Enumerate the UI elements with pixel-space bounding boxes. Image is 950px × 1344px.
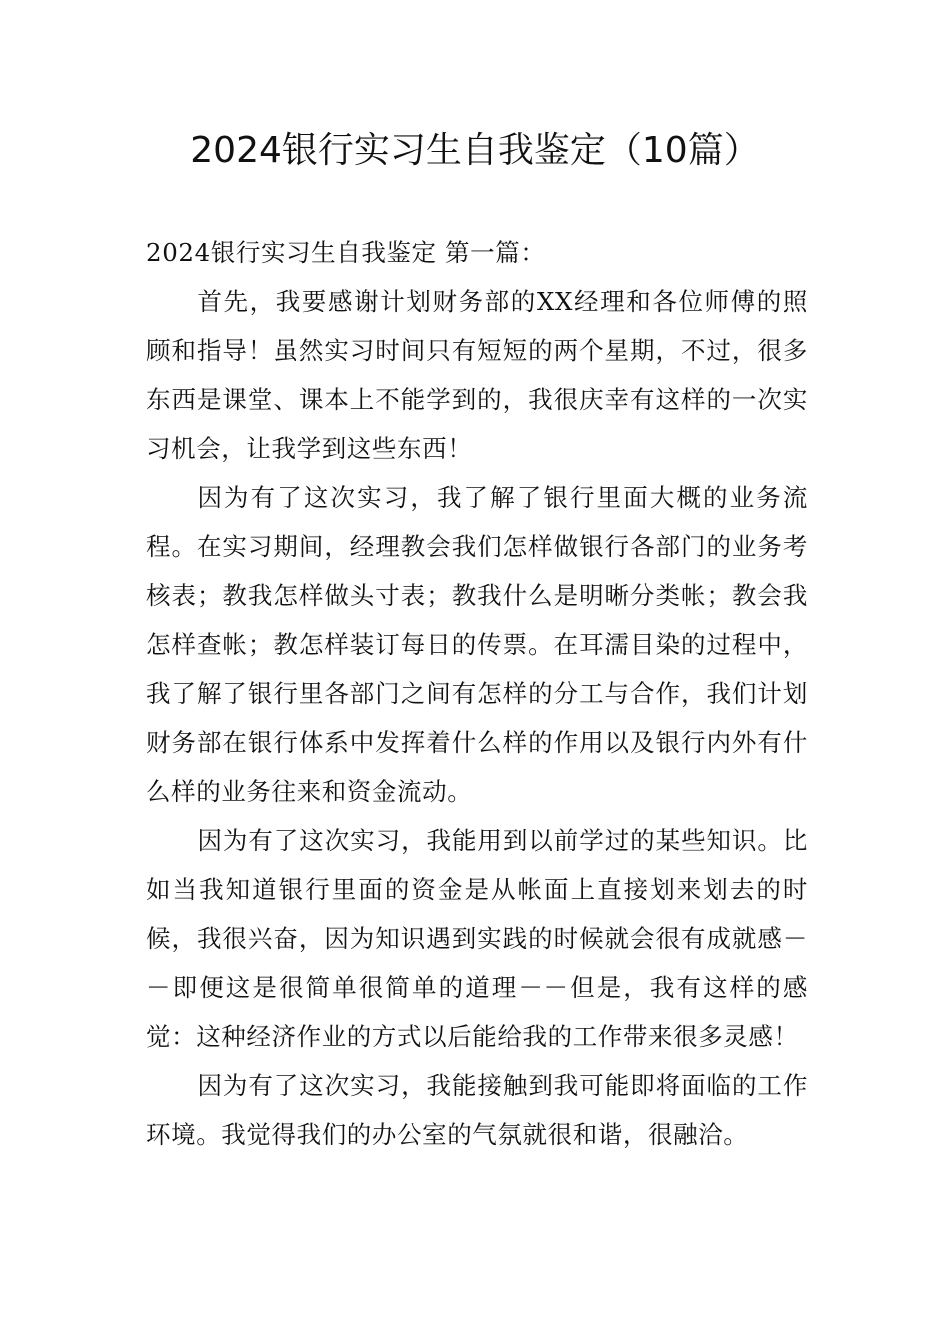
- paragraph-3: 因为有了这次实习，我能用到以前学过的某些知识。比如当我知道银行里面的资金是从帐面上直接划来划去的时候，我很兴奋，因为知识遇到实践的时候就会很有成就感－－即便这是很简单很简单的道理－－但是，我有这样的感觉：这种经济作业的方式以后能给我的工作带来很多灵感！: [146, 826, 808, 1051]
- section-heading: 2024银行实习生自我鉴定 第一篇：: [146, 238, 546, 267]
- document-body: [146, 228, 808, 1159]
- paragraph-1: 首先，我要感谢计划财务部的XX经理和各位师傅的照顾和指导！虽然实习时间只有短短的两个星期，不过，很多东西是课堂、课本上不能学到的，我很庆幸有这样的一次实习机会，让我学到这些东西！: [146, 287, 808, 463]
- paragraph-2: 因为有了这次实习，我了解了银行里面大概的业务流程。在实习期间，经理教会我们怎样做银行各部门的业务考核表；教我怎样做头寸表；教我什么是明晰分类帐；教会我怎样查帐；教怎样装订每日的传票。在耳濡目染的过程中，我了解了银行里各部门之间有怎样的分工与合作，我们计划财务部在银行体系中发挥着什么样的作用以及银行内外有什么样的业务往来和资金流动。: [146, 483, 808, 806]
- document-title: 2024银行实习生自我鉴定（10篇）: [190, 130, 760, 171]
- paragraph-4: 因为有了这次实习，我能接触到我可能即将面临的工作环境。我觉得我们的办公室的气氛就很和谐，很融洽。: [146, 1071, 808, 1149]
